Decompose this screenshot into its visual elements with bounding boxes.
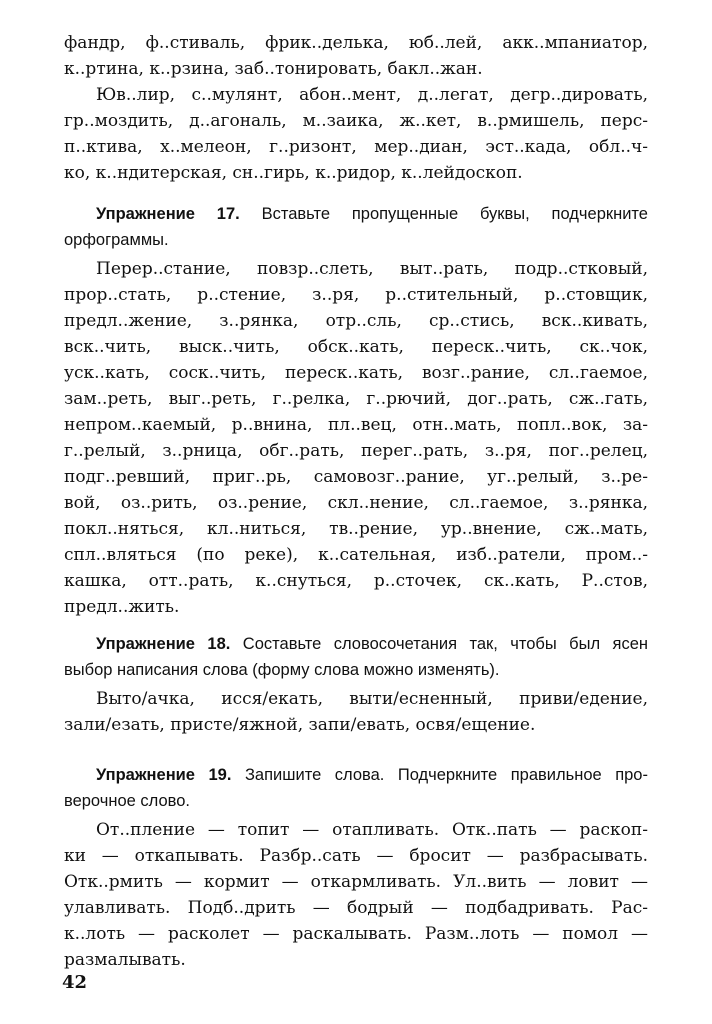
text-line: г..релый, з..рница, обг..рать, перег..рать, з..ря, пог..релец, xyxy=(64,441,648,461)
exercise-19-task xyxy=(64,762,648,814)
text-line: зам..реть, выг..реть, г..релка, г..рючий, дог..рать, сж..гать, xyxy=(64,389,648,409)
task-text: выбор написания слова (форму слова можно изменять). xyxy=(64,661,500,679)
text-line: гр..моздить, д..агональ, м..заика, ж..кет, в..рмишель, перс- xyxy=(64,111,648,131)
text-line: Выто/ачка, исся/екать, выти/есненный, приви/едение, xyxy=(96,689,648,709)
text-line: непром..каемый, р..внина, пл..вец, отн..мать, попл..вок, за- xyxy=(64,415,648,435)
text-line: фандр, ф..стиваль, фрик..делька, юб..лей, акк..мпаниатор, xyxy=(64,33,648,53)
text-line: вск..чить, выск..чить, обск..кать, переск..чить, ск..чок, xyxy=(64,337,648,357)
exercise-19-label: Упражнение 19. xyxy=(96,766,232,784)
exercise-18-task xyxy=(64,631,648,683)
exercise-17-task xyxy=(64,201,648,253)
text-line: Отк..рмить — кормит — откармливать. Ул..вить — ловит — xyxy=(64,872,648,892)
task-text: Составьте словосочетания так, чтобы был ясен xyxy=(242,635,648,653)
text-line: кашка, отт..рать, к..снуться, р..сточек, ск..кать, Р..стов, xyxy=(64,571,648,591)
text-line: к..ртина, к..рзина, заб..тонировать, бакл..жан. xyxy=(64,59,483,79)
text-line: подг..ревший, приг..рь, самовозг..рание, уг..релый, з..ре- xyxy=(64,467,648,487)
task-text: верочное слово. xyxy=(64,792,190,810)
text-line: ки — откапывать. Разбр..сать — бросит — разбрасывать. xyxy=(64,846,648,866)
task-text: Вставьте пропущенные буквы, подчеркните xyxy=(261,205,648,223)
text-line: предл..жить. xyxy=(64,597,180,617)
page-number: 42 xyxy=(62,972,88,993)
exercise-18-label: Упражнение 18. xyxy=(96,635,231,653)
text-line: покл..няться, кл..ниться, тв..рение, ур..внение, сж..мать, xyxy=(64,519,648,539)
task-text: орфограммы. xyxy=(64,231,169,249)
task-text: Запишите слова. Подчеркните правильное про- xyxy=(244,766,648,784)
text-line: к..лоть — расколет — раскалывать. Разм..лоть — помол — xyxy=(64,924,648,944)
text-line: Перер..стание, повзр..слеть, выт..рать, подр..стковый, xyxy=(96,259,648,279)
text-line: спл..вляться (по реке), к..сательная, изб..ратели, пром..- xyxy=(64,545,648,565)
text-line: предл..жение, з..рянка, отр..сль, ср..стись, вск..кивать, xyxy=(64,311,648,331)
exercise-17-text xyxy=(64,256,648,620)
text-line: вой, оз..рить, оз..рение, скл..нение, сл..гаемое, з..рянка, xyxy=(64,493,648,513)
text-line: п..ктива, х..мелеон, г..ризонт, мер..диан, эст..када, обл..ч- xyxy=(64,137,648,157)
text-line: ко, к..ндитерская, сн..гирь, к..ридор, к..лейдоскоп. xyxy=(64,163,523,183)
text-line: прор..стать, р..стение, з..ря, р..стительный, р..стовщик, xyxy=(64,285,648,305)
exercise-18-text xyxy=(64,686,648,738)
word-list-top xyxy=(64,30,648,82)
text-line: От..пление — топит — отапливать. Отк..пать — раскоп- xyxy=(96,820,648,840)
text-line: зали/езать, присте/яжной, запи/евать, освя/ещение. xyxy=(64,715,536,735)
text-line: улавливать. Подб..дрить — бодрый — подбадривать. Рас- xyxy=(64,898,648,918)
exercise-17-label: Упражнение 17. xyxy=(96,205,240,223)
text-line: размалывать. xyxy=(64,950,186,970)
text-line: Юв..лир, с..мулянт, абон..мент, д..легат, дегр..дировать, xyxy=(96,85,648,105)
exercise-19-text xyxy=(64,817,648,973)
text-line: уск..кать, соск..чить, переск..кать, возг..рание, сл..гаемое, xyxy=(64,363,648,383)
word-list-2 xyxy=(64,82,648,186)
